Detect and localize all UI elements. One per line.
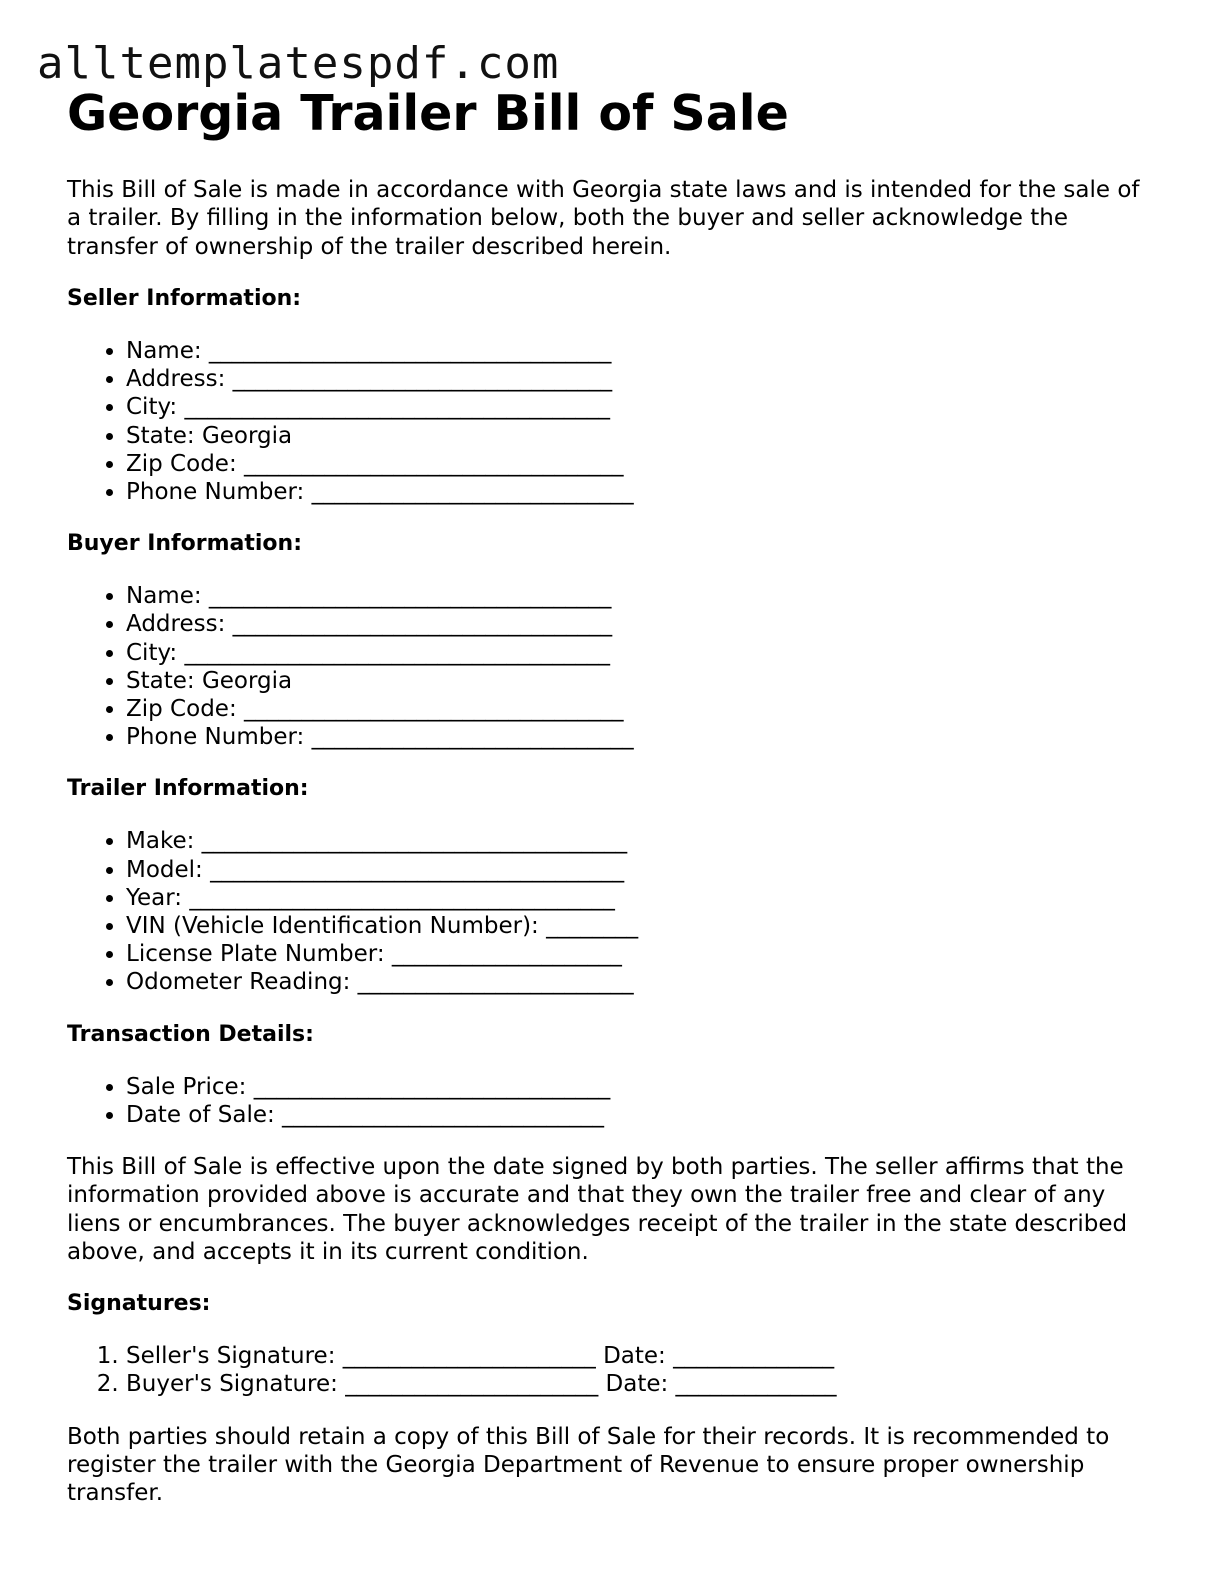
- seller-signature-field[interactable]: 1. Seller's Signature: ______________________ Date: ______________: [126, 1342, 1157, 1370]
- buyer-heading: Buyer Information:: [67, 531, 302, 557]
- buyer-zip-field[interactable]: • Zip Code: _________________________________: [126, 695, 1157, 723]
- seller-heading: Seller Information:: [67, 285, 302, 311]
- trailer-vin-field[interactable]: • VIN (Vehicle Identification Number): ________: [126, 912, 1157, 940]
- closing-paragraph: Both parties should retain a copy of this Bill of Sale for their records. It is recommended to register the trailer with the Georgia Department of Revenue to ensure proper ownership transfer.: [67, 1423, 1110, 1507]
- trailer-list: [67, 827, 1157, 996]
- effective-paragraph: This Bill of Sale is effective upon the date signed by both parties. The seller affirms that the information provided above is accurate and that they own the trailer free and clear of any liens or encumbrances. The buyer acknowledges receipt of the trailer in the state described above, and accepts it in its current condition.: [67, 1153, 1128, 1265]
- seller-zip-field[interactable]: • Zip Code: _________________________________: [126, 450, 1157, 478]
- seller-state-value: • State: Georgia: [126, 422, 1157, 450]
- transaction-list: [67, 1073, 1157, 1129]
- seller-list: [67, 337, 1157, 506]
- signatures-heading: Signatures:: [67, 1291, 211, 1317]
- trailer-plate-field[interactable]: • License Plate Number: ____________________: [126, 940, 1157, 968]
- page-title: Georgia Trailer Bill of Sale: [67, 85, 789, 142]
- buyer-city-field[interactable]: • City: _____________________________________: [126, 639, 1157, 667]
- buyer-list: [67, 582, 1157, 751]
- trailer-heading: Trailer Information:: [67, 776, 309, 802]
- document-page: [67, 84, 1157, 1507]
- buyer-address-field[interactable]: • Address: _________________________________: [126, 610, 1157, 638]
- trailer-model-field[interactable]: • Model: ____________________________________: [126, 856, 1157, 884]
- trailer-make-field[interactable]: • Make: _____________________________________: [126, 827, 1157, 855]
- signatures-list: [67, 1342, 1157, 1398]
- seller-city-field[interactable]: • City: _____________________________________: [126, 393, 1157, 421]
- trailer-year-field[interactable]: • Year: _____________________________________: [126, 884, 1157, 912]
- buyer-phone-field[interactable]: • Phone Number: ____________________________: [126, 723, 1157, 751]
- seller-address-field[interactable]: • Address: _________________________________: [126, 365, 1157, 393]
- buyer-state-value: • State: Georgia: [126, 667, 1157, 695]
- seller-phone-field[interactable]: • Phone Number: ____________________________: [126, 478, 1157, 506]
- site-watermark: alltemplatespdf.com: [37, 38, 560, 89]
- buyer-name-field[interactable]: • Name: ___________________________________: [126, 582, 1157, 610]
- buyer-signature-field[interactable]: 2. Buyer's Signature: ______________________ Date: ______________: [126, 1370, 1157, 1398]
- intro-paragraph: This Bill of Sale is made in accordance with Georgia state laws and is intended for the sale of a trailer. By filling in the information below, both the buyer and seller acknowledge the transfer of ownership of the trailer described herein.: [67, 177, 1140, 260]
- transaction-heading: Transaction Details:: [67, 1021, 314, 1047]
- sale-date-field[interactable]: • Date of Sale: ____________________________: [126, 1101, 1157, 1129]
- trailer-odometer-field[interactable]: • Odometer Reading: ________________________: [126, 968, 1157, 996]
- sale-price-field[interactable]: • Sale Price: _______________________________: [126, 1073, 1157, 1101]
- seller-name-field[interactable]: • Name: ___________________________________: [126, 337, 1157, 365]
